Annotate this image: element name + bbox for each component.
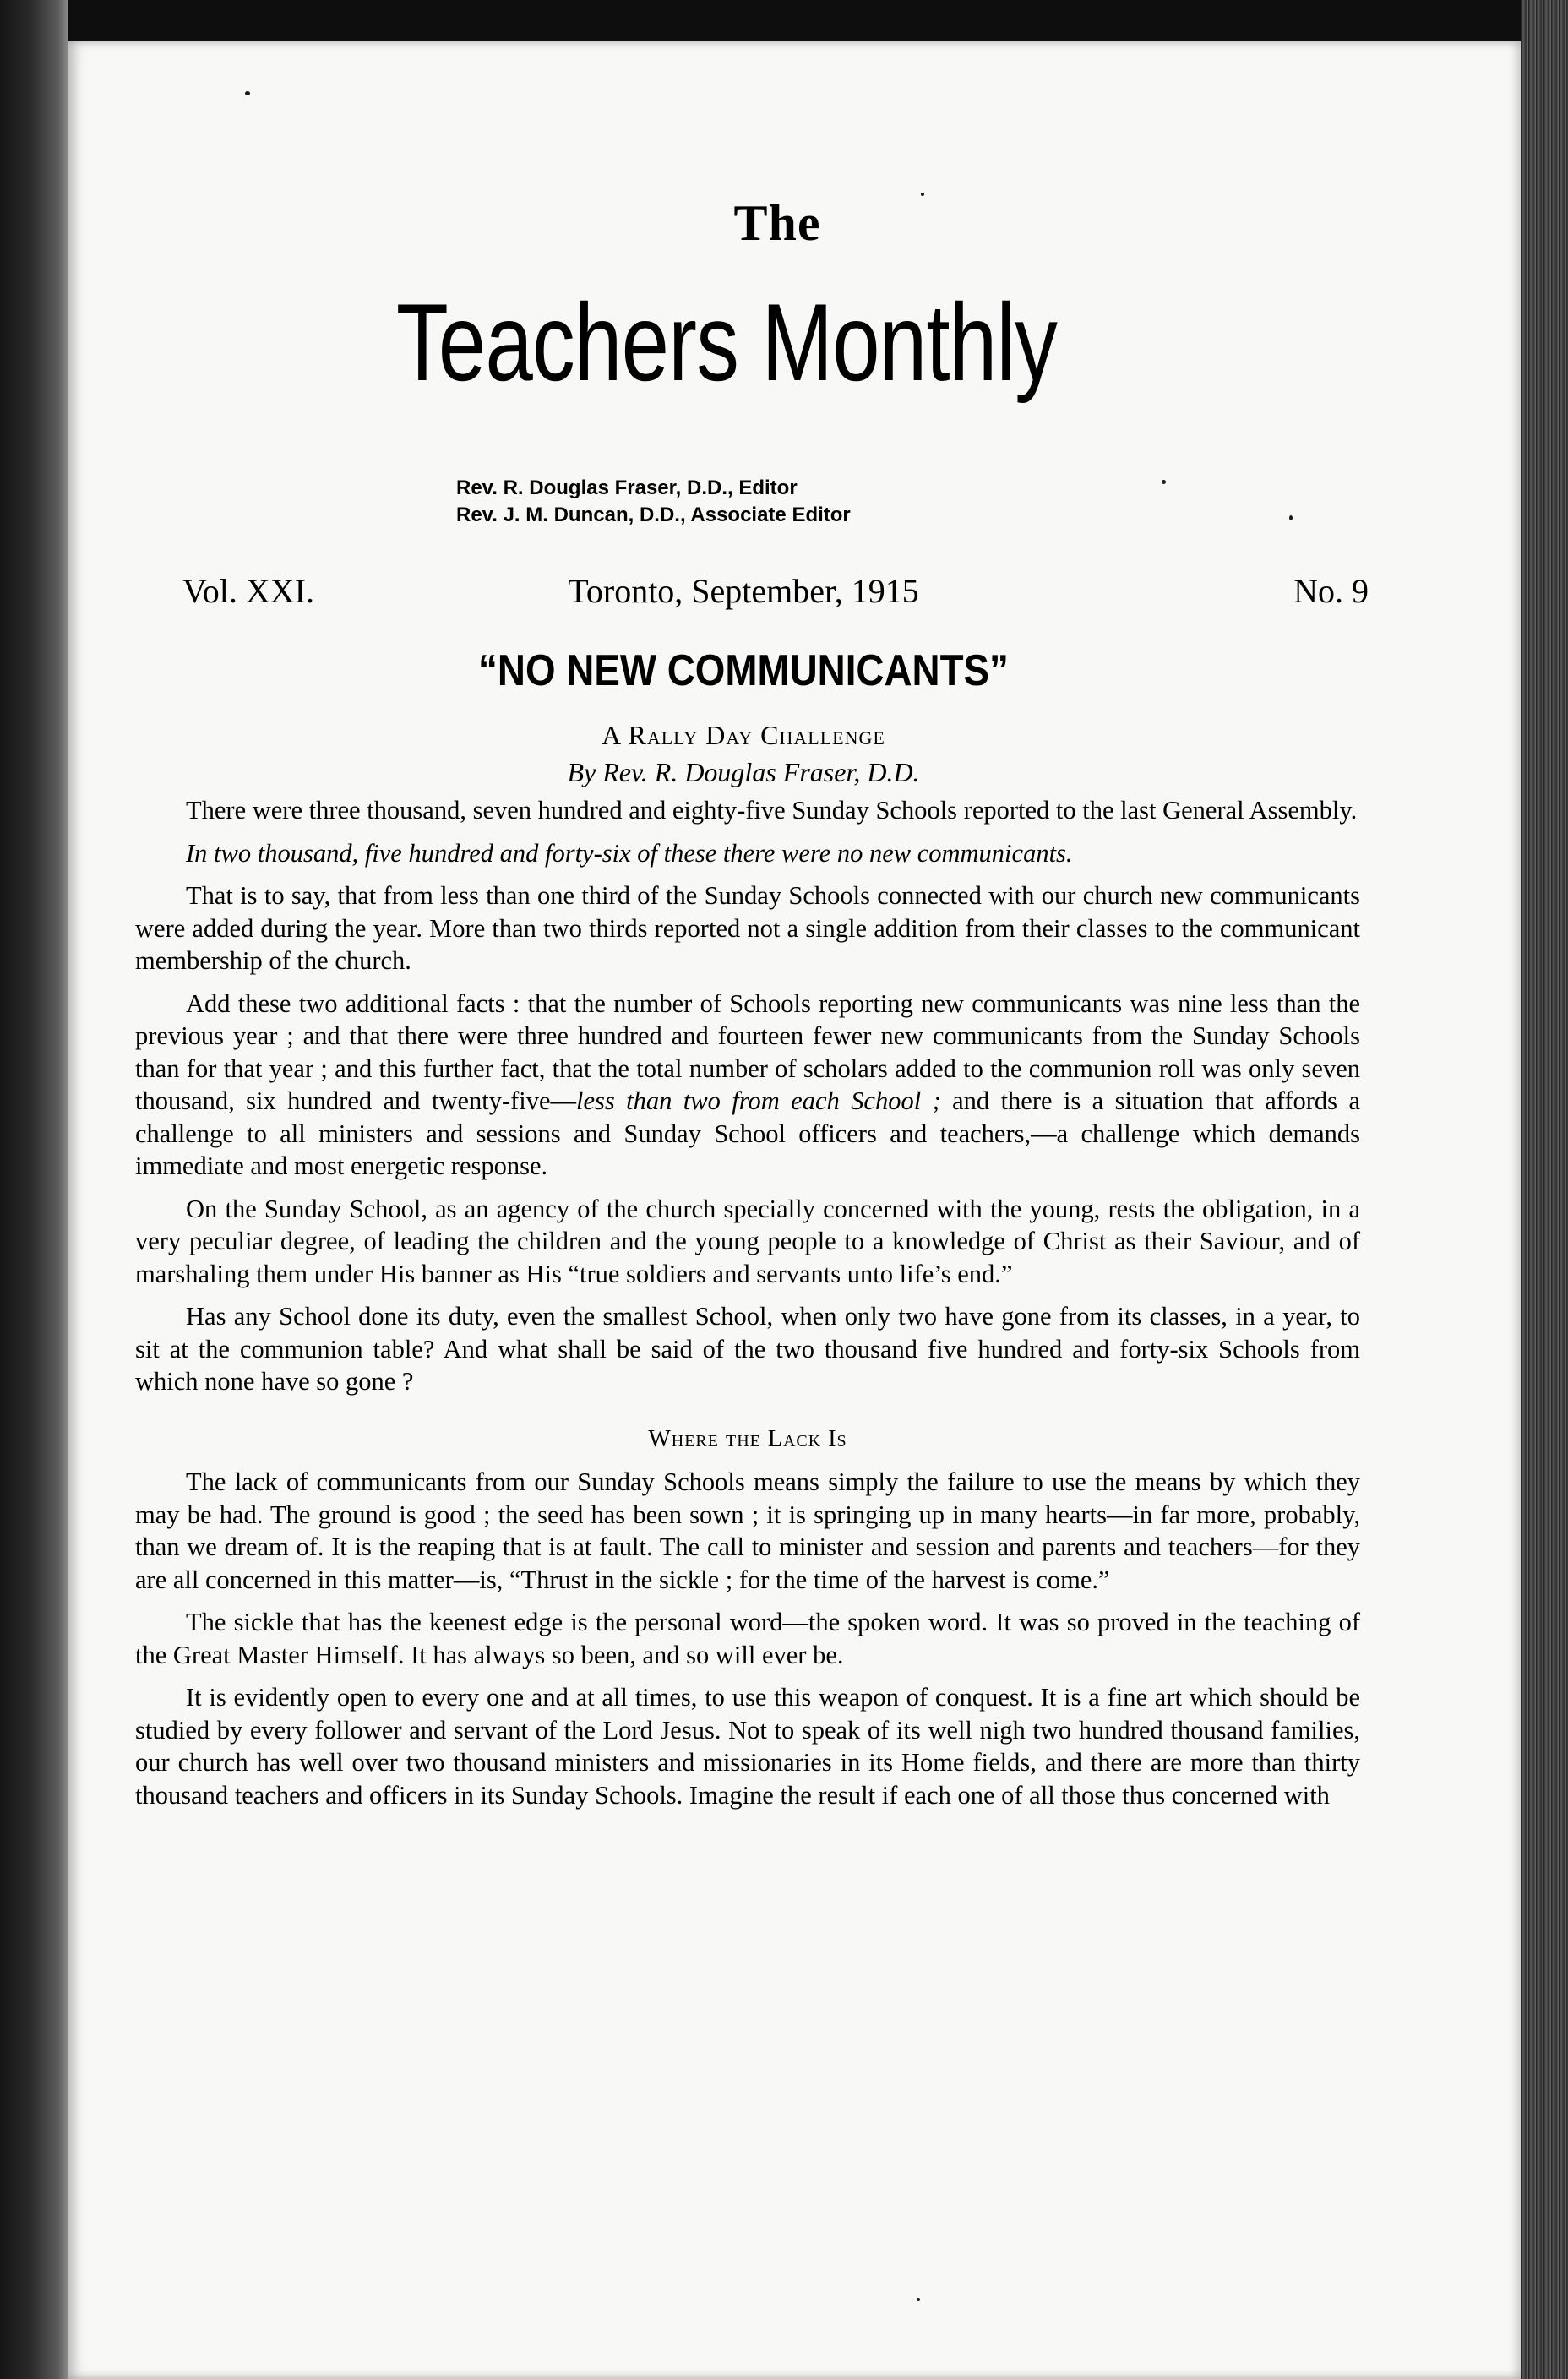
masthead-the: The xyxy=(733,195,821,251)
paragraph: The lack of communicants from our Sunday Schools means simply the failure to use the means by which they may be had. The ground is good ; the seed has been sown ; it is springing up in many hearts—in far more, probably, than we dream of. It is the reaping that is at fault. The call to minister and session and parents and teachers—for they are all concerned in this matter—is, “Thrust in the sickle ; for the time of the harvest is come.” xyxy=(135,1467,1360,1594)
print-speck xyxy=(245,91,250,95)
masthead-title: Teachers Monthly xyxy=(395,280,1058,404)
print-speck xyxy=(1289,515,1293,520)
paragraph: On the Sunday School, as an agency of the church specially concerned with the young, rests the obligation, in a very peculiar degree, of leading the children and the young people to a knowledge of Christ as their Saviour, and of marshaling them under His banner as His “true soldiers and servants unto life’s end.” xyxy=(135,1194,1360,1288)
paragraph: The sickle that has the keenest edge is the personal word—the spoken word. It was so proved in the teaching of the Great Master Himself. It has always so been, and so will ever be. xyxy=(135,1608,1360,1669)
paragraph-italic: In two thousand, five hundred and forty-six of these there were no new communicants. xyxy=(186,838,1073,868)
book-spine-left xyxy=(0,0,68,2379)
paragraph-part: and there is a situation that affords a challenge to all ministers and sessions and Sunday School officers and teachers,—a challenge which demands immediate and most energetic response. xyxy=(135,1086,1360,1180)
place-date-label: Toronto, September, 1915 xyxy=(568,572,919,610)
article-byline: By Rev. R. Douglas Fraser, D.D. xyxy=(567,757,920,787)
paragraph: That is to say, that from less than one third of the Sunday Schools connected with our church new communicants were added during the year. More than two thirds reported not a single addition from their classes to the communicant membership of the church. xyxy=(135,881,1360,975)
volume-label: Vol. XXI. xyxy=(182,572,314,610)
paragraph: Has any School done its duty, even the smallest School, when only two have gone from its classes, in a year, to sit at the communion table? And what shall be said of the two thousand five hundred and forty-six Schools from which none have so gone ? xyxy=(135,1302,1360,1396)
article-body xyxy=(135,794,1360,1821)
page-edges-right xyxy=(1521,0,1568,2379)
editors-block xyxy=(456,475,1132,529)
paragraph-part: Add these two additional facts : that the number of Schools reporting new communicants was nine less than the previous year ; and that there were three hundred and fourteen fewer new communicants from the Sunday Schools than for that year ; and this further fact, that the total number of scholars added to the communion roll was only seven thousand, six hundred and twenty-five— xyxy=(135,988,1360,1115)
editor-line: Rev. R. Douglas Fraser, D.D., Editor xyxy=(456,476,798,499)
paragraph: It is evidently open to every one and at all times, to use this weapon of conquest. It is a fine art which should be studied by every follower and servant of the Lord Jesus. Not to speak of its well nigh two hundred thousand families, our church has well over two thousand ministers and missionaries in its Home fields, and there are more than thirty thousand teachers and officers in its Sunday Schools. Imagine the result if each one of all those thus concerned with xyxy=(135,1683,1360,1810)
associate-editor-line: Rev. J. M. Duncan, D.D., Associate Editor xyxy=(456,504,851,526)
print-speck xyxy=(1162,480,1166,484)
paragraph: There were three thousand, seven hundred and eighty-five Sunday Schools reported to the last General Assembly. xyxy=(186,796,1358,825)
section-heading: Where the Lack Is xyxy=(648,1425,847,1452)
article-headline: “NO NEW COMMUNICANTS” xyxy=(478,646,1009,695)
article-subhead: A Rally Day Challenge xyxy=(602,720,885,750)
paragraph-with-emphasis xyxy=(135,988,1360,1183)
issue-number-label: No. 9 xyxy=(1293,572,1369,610)
issue-info-row xyxy=(118,571,1369,615)
print-speck xyxy=(917,2298,920,2301)
print-speck xyxy=(921,193,924,196)
emphasis-text: less than two from each School ; xyxy=(576,1086,941,1115)
